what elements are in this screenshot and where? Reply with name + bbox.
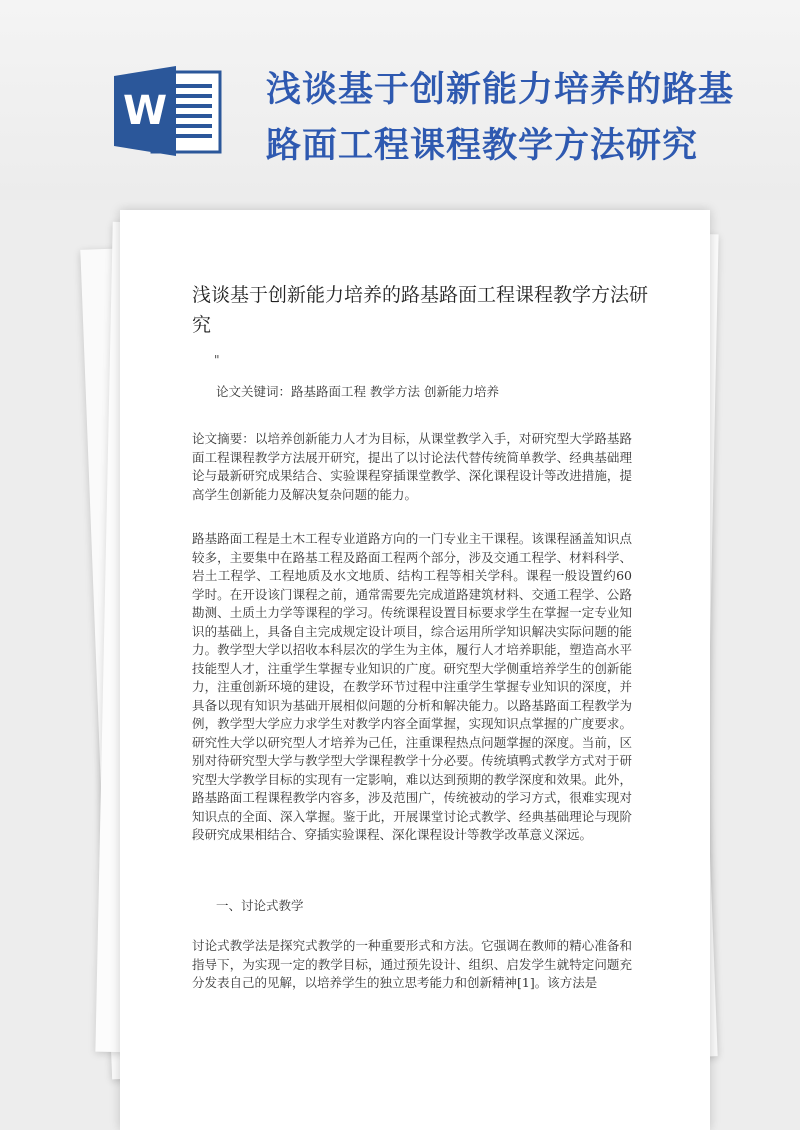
banner	[0, 0, 800, 200]
body-paragraph-2: 讨论式教学法是探究式教学的一种重要形式和方法。它强调在教师的精心准备和指导下，为实现一定的教学目标，通过预先设计、组织、启发学生就特定问题充分发表自己的见解，以培养学生的独立思考能力和创新精神[1]。该方法是	[192, 938, 632, 990]
document-title: 浅谈基于创新能力培养的路基路面工程课程教学方法研究	[192, 284, 649, 336]
section-heading: 一、讨论式教学	[216, 898, 304, 913]
body-paragraph-1: 路基路面工程是土木工程专业道路方向的一门专业主干课程。该课程涵盖知识点较多，主要集中在路基工程及路面工程两个部分，涉及交通工程学、材料科学、岩土工程学、工程地质及水文地质、结构工程等相关学科。课程一般设置约60学时。在开设该门课程之前，通常需要先完成道路建筑材料、交通工程学、公路勘测、土质土力学等课程的学习。传统课程设置目标要求学生在掌握一定专业知识的基础上，具备自主完成规定设计项目，综合运用所学知识解决实际问题的能力。教学型大学以招收本科层次的学生为主体，履行人才培养职能，塑造高水平技能型人才，注重学生掌握专业知识的广度。研究型大学侧重培养学生的创新能力，注重创新环境的建设，在教学环节过程中注重学生掌握专业知识的深度，并具备以现有知识为基础开展相似问题的分析和解决能力。以路基路面工程教学为例，教学型大学应力求学生对教学内容全面掌握，实现知识点掌握的广度要求。研究性大学以研究型人才培养为己任，注重课程热点问题掌握的深度。当前，区别对待研究型大学与教学型大学课程教学十分必要。传统填鸭式教学方式对于研究型大学教学目标的实现有一定影响，难以达到预期的教学深度和效果。此外，路基路面工程课程教学内容多，涉及范围广，传统被动的学习方式，很难实现对知识点的全面、深入掌握。鉴于此，开展课堂讨论式教学、经典基础理论与现阶段研究成果相结合、穿插实验课程、深化课程设计等教学改革意义深远。	[192, 531, 632, 842]
quote-mark: "	[214, 353, 220, 367]
document-page	[120, 210, 710, 1130]
keywords-line: 论文关键词：路基路面工程 教学方法 创新能力培养	[216, 384, 499, 399]
abstract-paragraph: 论文摘要：以培养创新能力人才为目标，从课堂教学入手，对研究型大学路基路面工程课程教学方法展开研究，提出了以讨论法代替传统简单教学、经典基础理论与最新研究成果结合、实验课程穿插课堂教学、深化课程设计等改进措施，提高学生创新能力及解决复杂问题的能力。	[192, 431, 632, 502]
word-document-icon	[112, 64, 224, 158]
word-icon-letter: W	[122, 88, 168, 134]
banner-title: 浅谈基于创新能力培养的路基路面工程课程教学方法研究	[266, 70, 735, 166]
